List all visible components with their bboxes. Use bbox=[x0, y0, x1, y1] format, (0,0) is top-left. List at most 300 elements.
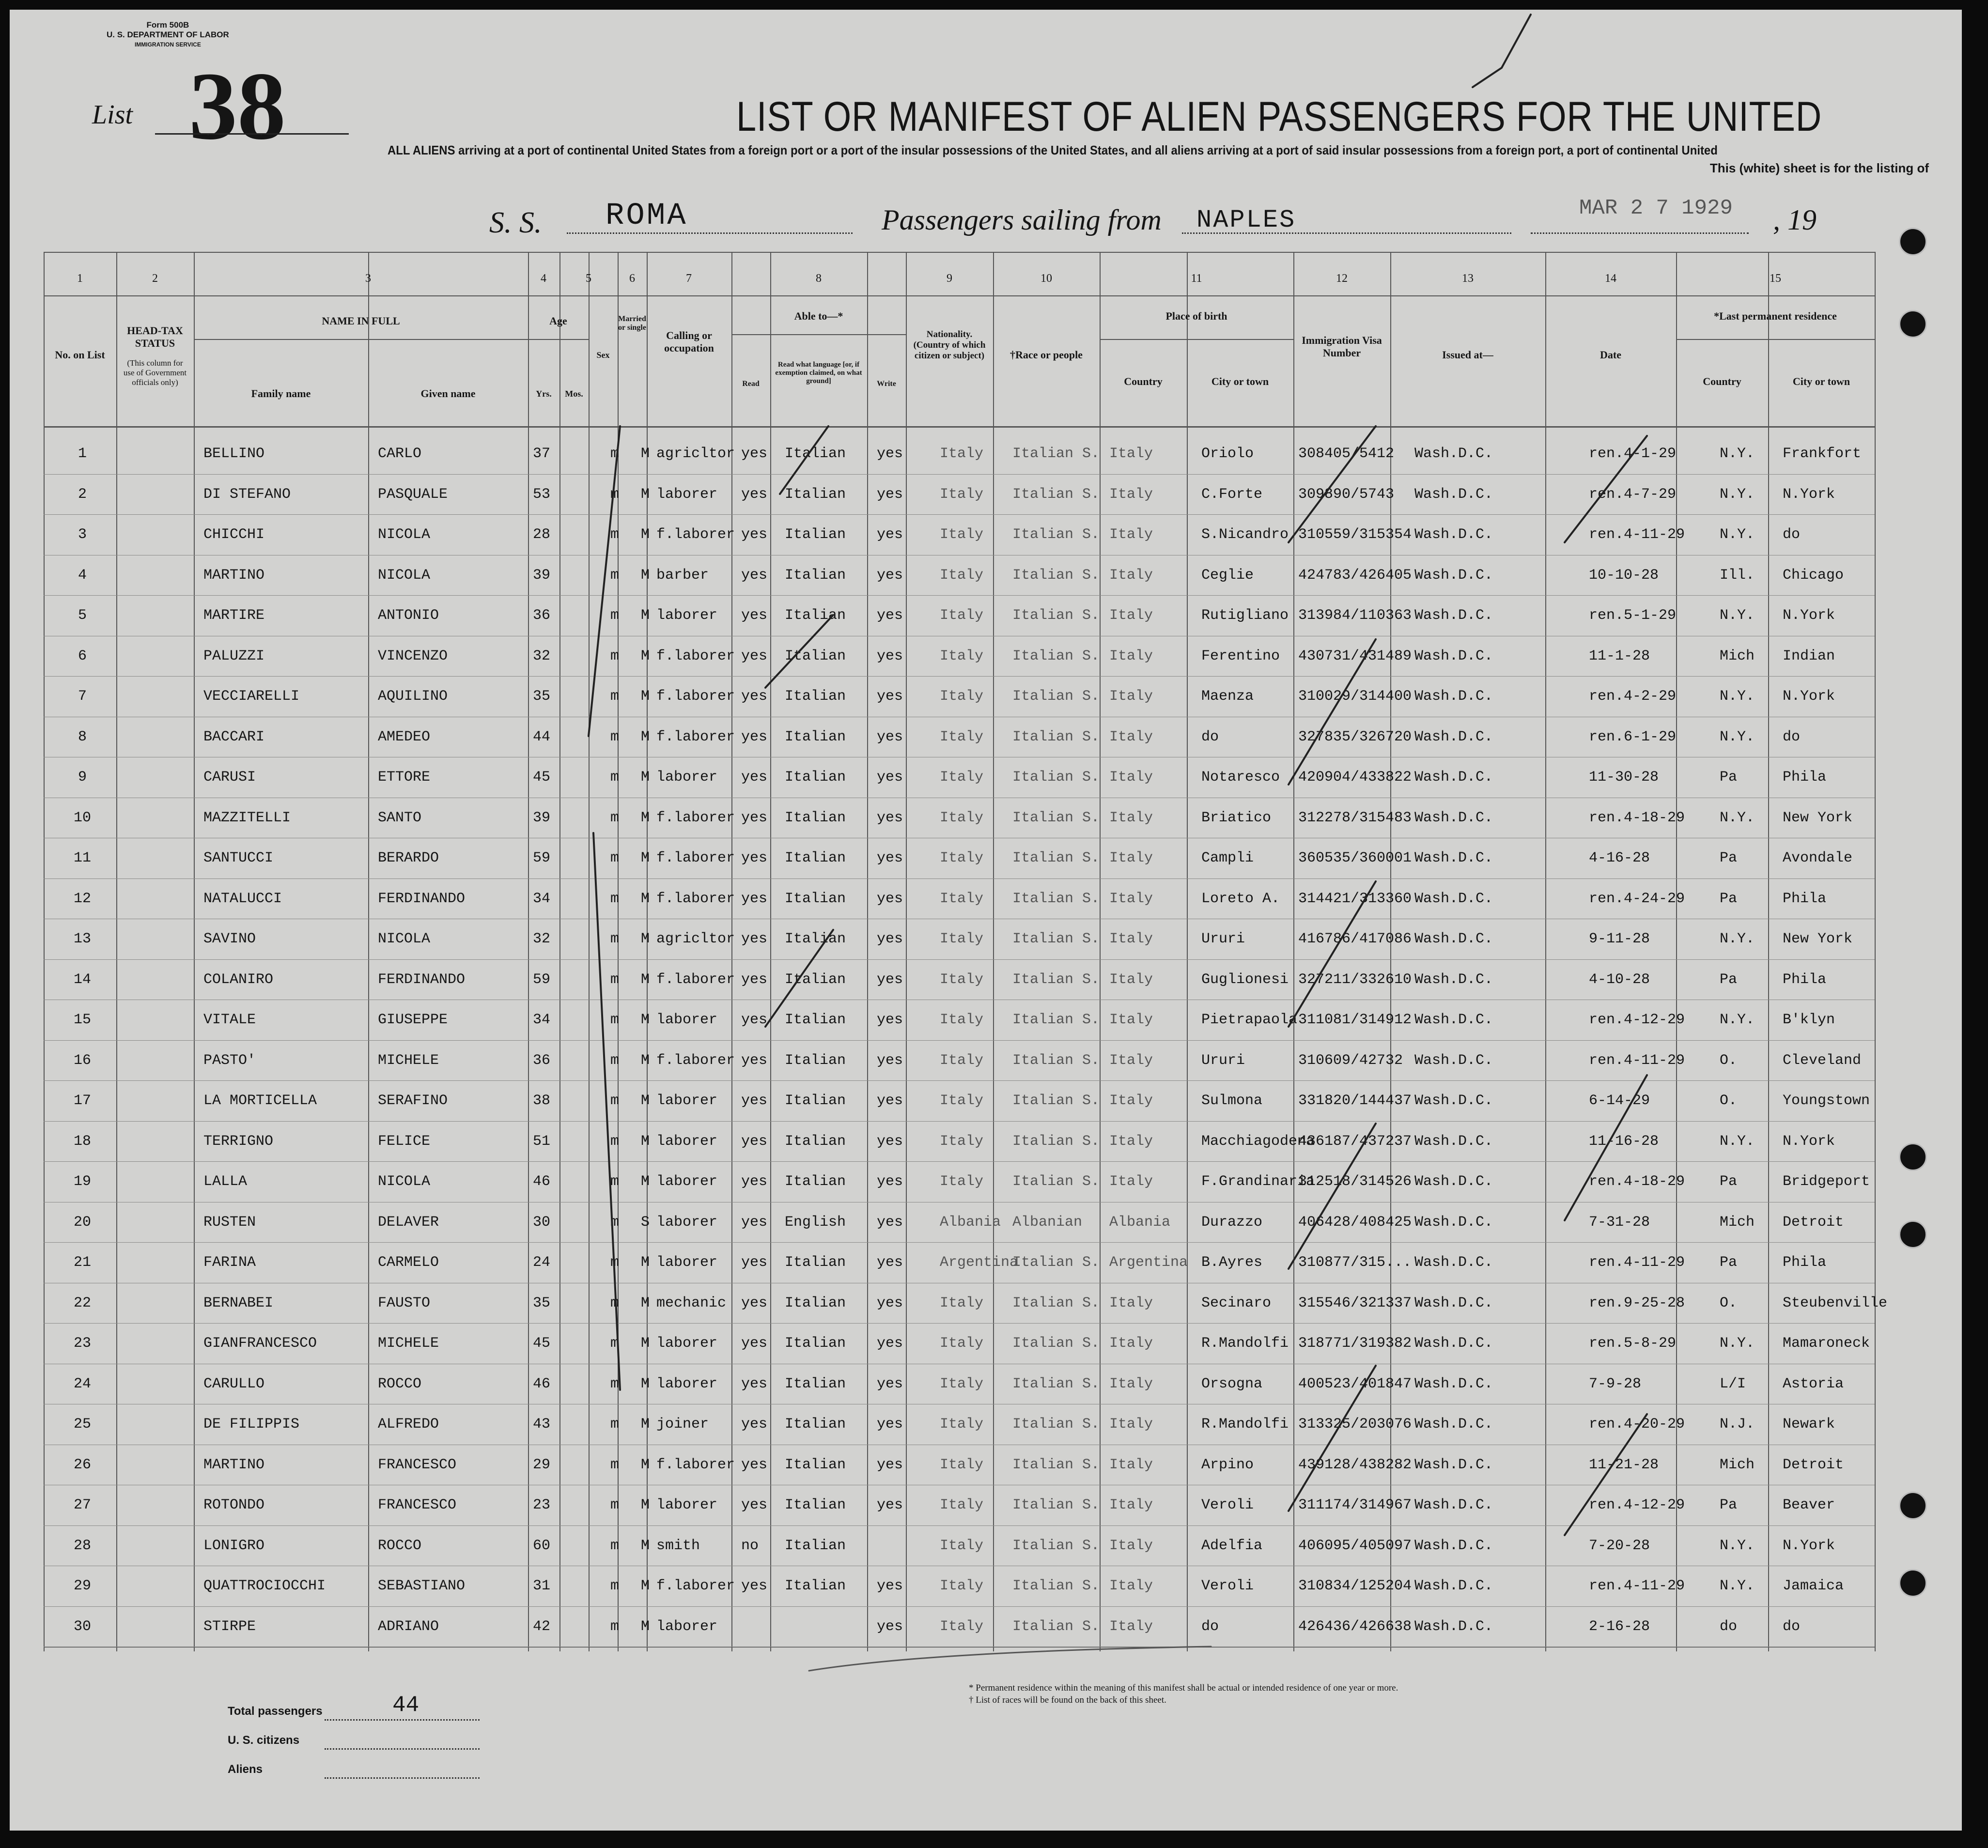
cell-city: Arpino bbox=[1201, 1456, 1254, 1473]
cell-race: Italian S. bbox=[1012, 1375, 1100, 1392]
cell-race: Italian S. bbox=[1012, 607, 1100, 624]
cell-age: 32 bbox=[533, 647, 551, 664]
cell-country: Italy bbox=[1109, 688, 1153, 705]
cell-language: Italian bbox=[785, 688, 846, 705]
cell-age: 32 bbox=[533, 931, 551, 947]
cell-res-country: N.Y. bbox=[1720, 607, 1755, 624]
cell-write: yes bbox=[877, 688, 903, 705]
cell-read: yes bbox=[741, 1012, 768, 1028]
us-citizens-label: U. S. citizens bbox=[228, 1734, 300, 1747]
cell-write: yes bbox=[877, 728, 903, 745]
cell-city: Ururi bbox=[1201, 1052, 1245, 1069]
head-read-language: Read what language [or, if exemption claimed, on what ground] bbox=[775, 361, 862, 385]
cell-age: 35 bbox=[533, 688, 551, 705]
cell-read: yes bbox=[741, 1335, 768, 1352]
cell-race: Albanian bbox=[1012, 1214, 1083, 1231]
cell-date: ren.5-1-29 bbox=[1589, 607, 1677, 624]
cell-nationality: Italy bbox=[940, 1335, 984, 1352]
cell-nationality: Italy bbox=[940, 890, 984, 907]
cell-no: 16 bbox=[73, 1052, 91, 1069]
cell-issued: Wash.D.C. bbox=[1414, 1012, 1493, 1028]
cell-read: no bbox=[741, 1537, 759, 1554]
cell-given: AQUILINO bbox=[378, 688, 448, 705]
cell-write: yes bbox=[877, 1375, 903, 1392]
cell-issued: Wash.D.C. bbox=[1414, 1254, 1493, 1271]
cell-country: Italy bbox=[1109, 971, 1153, 988]
cell-visa: 312278/315483 bbox=[1298, 809, 1412, 826]
cell-city: do bbox=[1201, 728, 1219, 745]
cell-issued: Wash.D.C. bbox=[1414, 1173, 1493, 1190]
cell-occupation: laborer bbox=[656, 1012, 718, 1028]
cell-marital: M bbox=[641, 688, 650, 705]
cell-write: yes bbox=[877, 1012, 903, 1028]
cell-write: yes bbox=[877, 486, 903, 503]
cell-no: 9 bbox=[78, 769, 87, 785]
date-stamp: MAR 2 7 1929 bbox=[1579, 196, 1733, 220]
head-age: Age bbox=[549, 315, 567, 327]
cell-given: ETTORE bbox=[378, 769, 431, 785]
cell-no: 8 bbox=[78, 728, 87, 745]
cell-marital: M bbox=[641, 971, 650, 988]
cell-city: S.Nicandro bbox=[1201, 526, 1289, 543]
cell-marital: M bbox=[641, 1537, 650, 1554]
cell-issued: Wash.D.C. bbox=[1414, 486, 1493, 503]
cell-language: Italian bbox=[785, 890, 846, 907]
cell-age: 46 bbox=[533, 1375, 551, 1392]
ship-name: ROMA bbox=[606, 199, 688, 233]
cell-issued: Wash.D.C. bbox=[1414, 526, 1493, 543]
cell-nationality: Italy bbox=[940, 1012, 984, 1028]
cell-family: BELLINO bbox=[203, 446, 265, 462]
cell-sex: m bbox=[610, 728, 620, 745]
cell-marital: M bbox=[641, 446, 650, 462]
cell-write: yes bbox=[877, 1416, 903, 1432]
cell-occupation: laborer bbox=[656, 769, 718, 785]
cell-family: GIANFRANCESCO bbox=[203, 1335, 317, 1352]
cell-given: AMEDEO bbox=[378, 728, 431, 745]
cell-given: CARLO bbox=[378, 446, 422, 462]
cell-given: NICOLA bbox=[378, 567, 431, 584]
cell-res-country: Pa bbox=[1720, 769, 1738, 785]
cell-language: Italian bbox=[785, 1456, 846, 1473]
cell-write: yes bbox=[877, 607, 903, 624]
cell-date: 11-21-28 bbox=[1589, 1456, 1659, 1473]
cell-city: C.Forte bbox=[1201, 486, 1263, 503]
cell-visa: 310029/314400 bbox=[1298, 688, 1412, 705]
cell-visa: 331820/144437 bbox=[1298, 1093, 1412, 1109]
cell-read: yes bbox=[741, 688, 768, 705]
col-number: 2 bbox=[152, 272, 158, 285]
cell-read: yes bbox=[741, 1416, 768, 1432]
cell-date: ren.4-11-29 bbox=[1589, 1254, 1685, 1271]
cell-res-country: Pa bbox=[1720, 1254, 1738, 1271]
cell-race: Italian S. bbox=[1012, 890, 1100, 907]
cell-given: FRANCESCO bbox=[378, 1497, 457, 1513]
cell-city: Sulmona bbox=[1201, 1093, 1263, 1109]
cell-res-country: N.Y. bbox=[1720, 526, 1755, 543]
cell-family: LONIGRO bbox=[203, 1537, 265, 1554]
cell-marital: M bbox=[641, 1012, 650, 1028]
cell-marital: M bbox=[641, 526, 650, 543]
cell-res-country: N.Y. bbox=[1720, 446, 1755, 462]
head-read: Read bbox=[742, 380, 760, 388]
cell-sex: m bbox=[610, 1497, 620, 1513]
cell-res-city: Indian bbox=[1783, 647, 1835, 664]
cell-res-country: N.Y. bbox=[1720, 1335, 1755, 1352]
cell-no: 18 bbox=[73, 1133, 91, 1150]
cell-date: ren.9-25-28 bbox=[1589, 1294, 1685, 1311]
cell-language: Italian bbox=[785, 769, 846, 785]
list-number: 38 bbox=[189, 53, 286, 160]
cell-read: yes bbox=[741, 1254, 768, 1271]
cell-res-city: do bbox=[1783, 526, 1801, 543]
head-mos: Mos. bbox=[565, 389, 583, 399]
cell-nationality: Italy bbox=[940, 688, 984, 705]
cell-read: yes bbox=[741, 1052, 768, 1069]
cell-given: DELAVER bbox=[378, 1214, 439, 1231]
cell-city: do bbox=[1201, 1618, 1219, 1635]
cell-sex: m bbox=[610, 1416, 620, 1432]
cell-read: yes bbox=[741, 728, 768, 745]
cell-issued: Wash.D.C. bbox=[1414, 728, 1493, 745]
cell-nationality: Italy bbox=[940, 1173, 984, 1190]
cell-race: Italian S. bbox=[1012, 1335, 1100, 1352]
cell-race: Italian S. bbox=[1012, 1133, 1100, 1150]
page-subtitle: ALL ALIENS arriving at a port of continental United States from a foreign port or a port of the insular possessions of the United States, and all aliens arriving at a port of said insular possessions from a foreign port, a port of continental United bbox=[388, 143, 1718, 157]
cell-no: 15 bbox=[73, 1012, 91, 1028]
cell-write: yes bbox=[877, 1173, 903, 1190]
cell-family: SAVINO bbox=[203, 931, 256, 947]
cell-res-country: Pa bbox=[1720, 1497, 1738, 1513]
cell-sex: m bbox=[610, 931, 620, 947]
cell-occupation: laborer bbox=[656, 1254, 718, 1271]
cell-marital: M bbox=[641, 850, 650, 866]
cell-res-country: N.Y. bbox=[1720, 486, 1755, 503]
cell-date: 4-10-28 bbox=[1589, 971, 1650, 988]
cell-race: Italian S. bbox=[1012, 1093, 1100, 1109]
cell-nationality: Italy bbox=[940, 526, 984, 543]
head-res-city: City or town bbox=[1792, 375, 1850, 387]
cell-visa: 400523/401847 bbox=[1298, 1375, 1412, 1392]
cell-given: MICHELE bbox=[378, 1335, 439, 1352]
cell-marital: M bbox=[641, 1254, 650, 1271]
head-last-residence: *Last permanent residence bbox=[1714, 310, 1837, 322]
cell-write: yes bbox=[877, 1456, 903, 1473]
cell-write: yes bbox=[877, 526, 903, 543]
col-number: 6 bbox=[629, 272, 635, 285]
cell-no: 22 bbox=[73, 1294, 91, 1311]
cell-country: Italy bbox=[1109, 1618, 1153, 1635]
cell-visa: 430731/431489 bbox=[1298, 647, 1412, 664]
cell-res-city: Cleveland bbox=[1783, 1052, 1862, 1069]
cell-issued: Wash.D.C. bbox=[1414, 1537, 1493, 1554]
cell-res-country: Pa bbox=[1720, 890, 1738, 907]
cell-family: MARTINO bbox=[203, 1456, 265, 1473]
cell-write: yes bbox=[877, 567, 903, 584]
col-number: 10 bbox=[1041, 272, 1052, 285]
cell-language: Italian bbox=[785, 1578, 846, 1594]
cell-race: Italian S. bbox=[1012, 526, 1100, 543]
cell-race: Italian S. bbox=[1012, 1294, 1100, 1311]
cell-given: PASQUALE bbox=[378, 486, 448, 503]
cell-city: Briatico bbox=[1201, 809, 1272, 826]
cell-res-city: Jamaica bbox=[1783, 1578, 1844, 1594]
cell-sex: m bbox=[610, 526, 620, 543]
cell-country: Italy bbox=[1109, 486, 1153, 503]
cell-read: yes bbox=[741, 647, 768, 664]
cell-age: 42 bbox=[533, 1618, 551, 1635]
cell-write: yes bbox=[877, 850, 903, 866]
cell-age: 60 bbox=[533, 1537, 551, 1554]
cell-language: Italian bbox=[785, 1335, 846, 1352]
head-given-name: Given name bbox=[420, 387, 476, 400]
cell-age: 39 bbox=[533, 567, 551, 584]
cell-occupation: f.laborer bbox=[656, 890, 735, 907]
cell-language: Italian bbox=[785, 486, 846, 503]
cell-visa: 310877/315... bbox=[1298, 1254, 1412, 1271]
cell-nationality: Italy bbox=[940, 1618, 984, 1635]
cell-occupation: f.laborer bbox=[656, 850, 735, 866]
col-number: 1 bbox=[77, 272, 83, 285]
cell-marital: M bbox=[641, 1052, 650, 1069]
cell-res-city: do bbox=[1783, 1618, 1801, 1635]
cell-no: 21 bbox=[73, 1254, 91, 1271]
cell-given: ROCCO bbox=[378, 1537, 422, 1554]
cell-given: FRANCESCO bbox=[378, 1456, 457, 1473]
cell-write: yes bbox=[877, 1294, 903, 1311]
cell-age: 39 bbox=[533, 809, 551, 826]
cell-marital: M bbox=[641, 1294, 650, 1311]
cell-age: 36 bbox=[533, 1052, 551, 1069]
cell-visa: 310609/42732 bbox=[1298, 1052, 1403, 1069]
cell-read: yes bbox=[741, 1093, 768, 1109]
cell-res-city: Astoria bbox=[1783, 1375, 1844, 1392]
cell-city: Rutigliano bbox=[1201, 607, 1289, 624]
cell-res-city: do bbox=[1783, 728, 1801, 745]
cell-issued: Wash.D.C. bbox=[1414, 688, 1493, 705]
cell-nationality: Italy bbox=[940, 1294, 984, 1311]
cell-marital: M bbox=[641, 1093, 650, 1109]
cell-res-city: Frankfort bbox=[1783, 446, 1862, 462]
cell-res-city: N.York bbox=[1783, 1133, 1835, 1150]
cell-marital: M bbox=[641, 728, 650, 745]
cell-date: ren.6-1-29 bbox=[1589, 728, 1677, 745]
cell-age: 31 bbox=[533, 1578, 551, 1594]
aliens-label: Aliens bbox=[228, 1763, 263, 1776]
cell-read: yes bbox=[741, 1456, 768, 1473]
head-name-in-full: NAME IN FULL bbox=[322, 315, 400, 327]
cell-date: ren.4-11-29 bbox=[1589, 1052, 1685, 1069]
cell-family: NATALUCCI bbox=[203, 890, 282, 907]
cell-race: Italian S. bbox=[1012, 809, 1100, 826]
cell-no: 14 bbox=[73, 971, 91, 988]
cell-write: yes bbox=[877, 1618, 903, 1635]
col-number: 8 bbox=[816, 272, 822, 285]
cell-given: SERAFINO bbox=[378, 1093, 448, 1109]
cell-country: Italy bbox=[1109, 1133, 1153, 1150]
cell-marital: M bbox=[641, 1497, 650, 1513]
cell-city: Macchiagodena bbox=[1201, 1133, 1315, 1150]
cell-issued: Wash.D.C. bbox=[1414, 1497, 1493, 1513]
cell-date: ren.4-11-29 bbox=[1589, 526, 1685, 543]
head-married: Married or single bbox=[618, 315, 646, 332]
head-no-on-list: No. on List bbox=[55, 349, 105, 361]
cell-nationality: Italy bbox=[940, 1375, 984, 1392]
cell-res-country: O. bbox=[1720, 1093, 1738, 1109]
cell-occupation: laborer bbox=[656, 1375, 718, 1392]
cell-country: Italy bbox=[1109, 931, 1153, 947]
cell-nationality: Italy bbox=[940, 971, 984, 988]
cell-marital: M bbox=[641, 809, 650, 826]
cell-visa: 312518/314526 bbox=[1298, 1173, 1412, 1190]
cell-occupation: laborer bbox=[656, 1173, 718, 1190]
cell-nationality: Italy bbox=[940, 809, 984, 826]
cell-nationality: Italy bbox=[940, 1093, 984, 1109]
cell-write: yes bbox=[877, 446, 903, 462]
cell-family: CARULLO bbox=[203, 1375, 265, 1392]
cell-visa: 318771/319382 bbox=[1298, 1335, 1412, 1352]
cell-age: 34 bbox=[533, 1012, 551, 1028]
cell-language: Italian bbox=[785, 809, 846, 826]
footnote-residence: * Permanent residence within the meaning of this manifest shall be actual or intended residence of one year or more. bbox=[969, 1683, 1398, 1693]
cell-marital: M bbox=[641, 486, 650, 503]
head-place-of-birth: Place of birth bbox=[1165, 310, 1227, 322]
cell-given: FAUSTO bbox=[378, 1294, 431, 1311]
cell-nationality: Italy bbox=[940, 1052, 984, 1069]
cell-age: 23 bbox=[533, 1497, 551, 1513]
cell-race: Italian S. bbox=[1012, 1618, 1100, 1635]
cell-write: yes bbox=[877, 971, 903, 988]
cell-issued: Wash.D.C. bbox=[1414, 446, 1493, 462]
head-calling: Calling or occupation bbox=[664, 329, 714, 354]
cell-family: STIRPE bbox=[203, 1618, 256, 1635]
cell-res-country: Pa bbox=[1720, 1173, 1738, 1190]
cell-res-city: New York bbox=[1783, 809, 1853, 826]
cell-marital: M bbox=[641, 1173, 650, 1190]
cell-issued: Wash.D.C. bbox=[1414, 809, 1493, 826]
cell-language: Italian bbox=[785, 1416, 846, 1432]
cell-city: Secinaro bbox=[1201, 1294, 1272, 1311]
cell-language: Italian bbox=[785, 1497, 846, 1513]
cell-city: Adelfia bbox=[1201, 1537, 1263, 1554]
cell-visa: 420904/433822 bbox=[1298, 769, 1412, 785]
cell-marital: M bbox=[641, 567, 650, 584]
page-title: LIST OR MANIFEST OF ALIEN PASSENGERS FOR THE UNITED bbox=[736, 93, 1822, 140]
cell-read: yes bbox=[741, 769, 768, 785]
cell-res-city: B'klyn bbox=[1783, 1012, 1835, 1028]
cell-date: ren.4-12-29 bbox=[1589, 1012, 1685, 1028]
cell-res-country: N.Y. bbox=[1720, 1578, 1755, 1594]
cell-sex: m bbox=[610, 446, 620, 462]
cell-visa: 313984/110363 bbox=[1298, 607, 1412, 624]
cell-language: Italian bbox=[785, 971, 846, 988]
cell-language: Italian bbox=[785, 1133, 846, 1150]
cell-city: Veroli bbox=[1201, 1497, 1254, 1513]
cell-race: Italian S. bbox=[1012, 1537, 1100, 1554]
cell-res-country: Pa bbox=[1720, 850, 1738, 866]
cell-given: FERDINANDO bbox=[378, 890, 466, 907]
cell-visa: 308405/5412 bbox=[1298, 446, 1395, 462]
cell-res-country: do bbox=[1720, 1618, 1738, 1635]
cell-country: Italy bbox=[1109, 1173, 1153, 1190]
cell-family: MAZZITELLI bbox=[203, 809, 291, 826]
cell-country: Italy bbox=[1109, 1578, 1153, 1594]
cell-sex: m bbox=[610, 809, 620, 826]
cell-sex: m bbox=[610, 850, 620, 866]
cell-res-city: Mamaroneck bbox=[1783, 1335, 1870, 1352]
cell-res-country: Mich bbox=[1720, 647, 1755, 664]
cell-no: 19 bbox=[73, 1173, 91, 1190]
cell-nationality: Italy bbox=[940, 1497, 984, 1513]
cell-given: CARMELO bbox=[378, 1254, 439, 1271]
cell-country: Italy bbox=[1109, 1335, 1153, 1352]
cell-city: R.Mandolfi bbox=[1201, 1335, 1289, 1352]
cell-occupation: smith bbox=[656, 1537, 700, 1554]
cell-res-city: Detroit bbox=[1783, 1456, 1844, 1473]
cell-date: ren.5-8-29 bbox=[1589, 1335, 1677, 1352]
cell-age: 37 bbox=[533, 446, 551, 462]
cell-language: Italian bbox=[785, 728, 846, 745]
cell-write: yes bbox=[877, 1052, 903, 1069]
cell-res-country: N.Y. bbox=[1720, 931, 1755, 947]
cell-family: VECCIARELLI bbox=[203, 688, 300, 705]
cell-nationality: Italy bbox=[940, 1133, 984, 1150]
cell-date: 9-11-28 bbox=[1589, 931, 1650, 947]
cell-res-country: N.Y. bbox=[1720, 1133, 1755, 1150]
cell-age: 59 bbox=[533, 971, 551, 988]
cell-family: SANTUCCI bbox=[203, 850, 274, 866]
cell-res-country: N.Y. bbox=[1720, 809, 1755, 826]
cell-sex: m bbox=[610, 486, 620, 503]
cell-read: yes bbox=[741, 1173, 768, 1190]
cell-no: 17 bbox=[73, 1093, 91, 1109]
cell-race: Italian S. bbox=[1012, 647, 1100, 664]
col-number: 3 bbox=[365, 272, 371, 285]
cell-marital: M bbox=[641, 647, 650, 664]
cell-issued: Wash.D.C. bbox=[1414, 1416, 1493, 1432]
cell-write: yes bbox=[877, 1578, 903, 1594]
cell-read: yes bbox=[741, 850, 768, 866]
cell-res-country: N.Y. bbox=[1720, 688, 1755, 705]
cell-city: Maenza bbox=[1201, 688, 1254, 705]
cell-family: CHICCHI bbox=[203, 526, 265, 543]
cell-city: Loreto A. bbox=[1201, 890, 1280, 907]
cell-nationality: Italy bbox=[940, 769, 984, 785]
cell-visa: 327211/332610 bbox=[1298, 971, 1412, 988]
cell-marital: M bbox=[641, 1618, 650, 1635]
cell-city: Oriolo bbox=[1201, 446, 1254, 462]
cell-no: 24 bbox=[73, 1375, 91, 1392]
cell-language: Italian bbox=[785, 931, 846, 947]
col-number: 11 bbox=[1191, 272, 1202, 285]
cell-date: ren.4-24-29 bbox=[1589, 890, 1685, 907]
cell-date: 7-9-28 bbox=[1589, 1375, 1642, 1392]
cell-occupation: laborer bbox=[656, 1093, 718, 1109]
col-number: 14 bbox=[1605, 272, 1616, 285]
cell-occupation: f.laborer bbox=[656, 971, 735, 988]
cell-issued: Wash.D.C. bbox=[1414, 1375, 1493, 1392]
cell-city: Notaresco bbox=[1201, 769, 1280, 785]
cell-age: 45 bbox=[533, 1335, 551, 1352]
cell-visa: 310834/125204 bbox=[1298, 1578, 1412, 1594]
cell-res-city: Phila bbox=[1783, 1254, 1827, 1271]
col-number: 9 bbox=[947, 272, 952, 285]
cell-date: 6-14-29 bbox=[1589, 1093, 1650, 1109]
cell-country: Italy bbox=[1109, 526, 1153, 543]
cell-date: 2-16-28 bbox=[1589, 1618, 1650, 1635]
cell-read: yes bbox=[741, 446, 768, 462]
cell-city: Guglionesi bbox=[1201, 971, 1289, 988]
